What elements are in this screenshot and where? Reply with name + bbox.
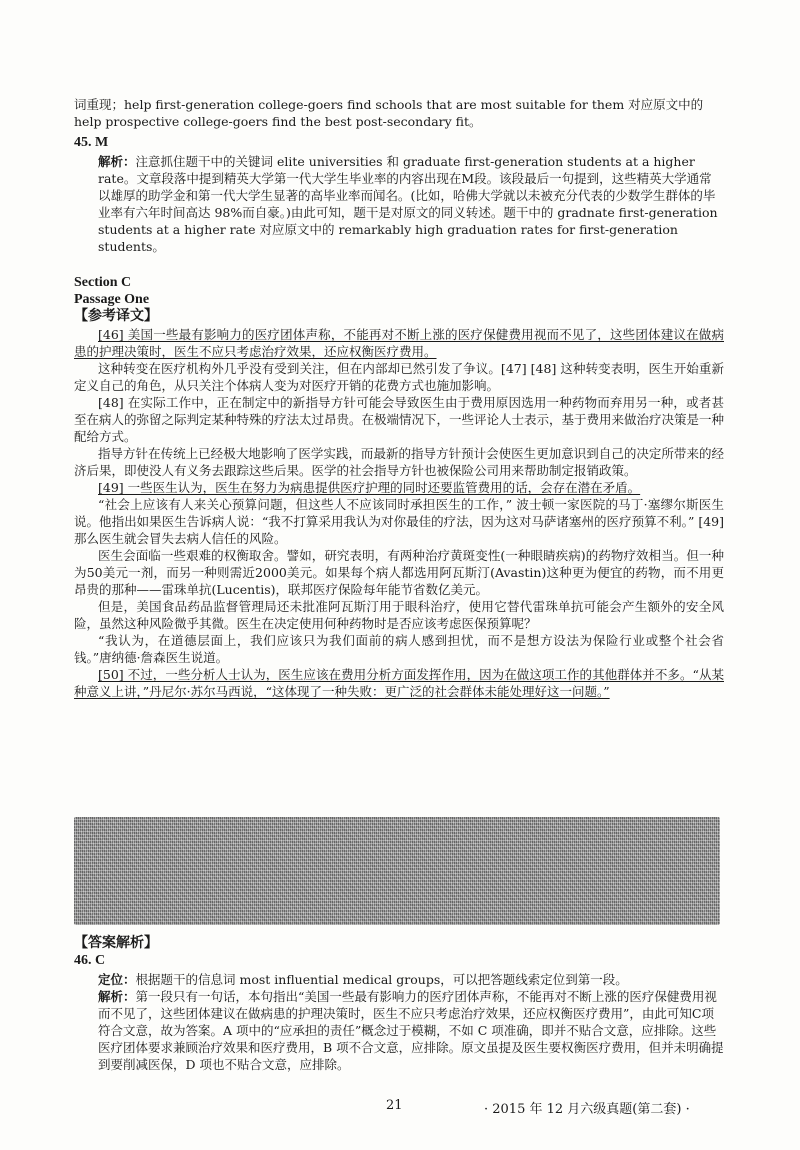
translation-paragraph: “我认为，在道德层面上，我们应该只为我们面前的病人感到担忧，而不是想方设法为保险行业或整个社会省钱。”唐纳德·詹森医生说道。 [74, 633, 724, 665]
page-number: 21 [386, 1098, 403, 1113]
explanation-label: 解析： [98, 154, 136, 169]
position-text: 根据题干的信息词 most influential medical groups，可以把答题线索定位到第一段。 [135, 972, 628, 987]
question-46-explanation [98, 971, 724, 1073]
scan-noise-block [74, 817, 720, 925]
translation-paragraph: 指导方针在传统上已经极大地影响了医学实践，而最新的指导方针预计会使医生更加意识到自己的决定所带来的经济后果，即使没人有义务去跟踪这些后果。医学的社会指导方针也被保险公司用来帮助制定报销政策。 [74, 446, 724, 478]
translation-paragraph: [46] 美国一些最有影响力的医疗团体声称，不能再对不断上涨的医疗保健费用视而不见了，这些团体建议在做病患的护理决策时，医生不应只考虑治疗效果，还应权衡医疗费用。 [74, 327, 724, 359]
question-45-number: 45. M [74, 135, 109, 150]
answer-heading: 【答案解析】 [74, 936, 158, 951]
translation-paragraph: 医生会面临一些艰难的权衡取舍。譬如，研究表明，有两种治疗黄斑变性(一种眼睛疾病)的药物疗效相当。但一种为50美元一剂，而另一种则需近2000美元。如果每个病人都选用阿瓦斯汀(Avastin)这种更为便宜的药物，而不用更昂贵的那种——雷珠单抗(Lucentis)，联邦医疗保险每年能节省数亿美元。 [74, 548, 724, 597]
section-title: Section C [74, 275, 132, 290]
translation-body [74, 326, 724, 700]
question-45-explanation [98, 153, 724, 255]
passage-title: Passage One [74, 292, 150, 307]
analysis-text: 第一段只有一句话，本句指出“美国一些最有影响力的医疗团体声称，不能再对不断上涨的医疗保健费用视而不见了，这些团体建议在做病患的护理决策时，医生不应只考虑治疗效果，还应权衡医疗费用”，由此可知C项符合文意，故为答案。A 项中的“应承担的责任”概念过于模糊，不如 C 项准确，即并不贴合文意，应排除。这些医疗团体要求兼顾治疗效果和医疗费用，B 项不合文意，应排除。原文虽提及医生要权衡医疗费用，但并未明确提到要削减医保，D 项也不贴合文意，应排除。 [98, 989, 724, 1072]
translation-paragraph: [50] 不过，一些分析人士认为，医生应该在费用分析方面发挥作用，因为在做这项工作的其他群体并不多。“从某种意义上讲，”丹尼尔·苏尔马西说，“这体现了一种失败：更广泛的社会群体未能处理好这一问题。” [74, 667, 724, 699]
position-label: 定位： [98, 972, 136, 987]
carryover-text: 词重现；help first-generation college-goers find schools that are most suitable for them 对应原文中的 help prospective college-goers find the best post-secondary fit。 [74, 97, 704, 129]
source-label: · 2015 年 12 月六级真题(第二套) · [484, 1102, 690, 1117]
translation-paragraph: “社会上应该有人来关心预算问题，但这些人不应该同时承担医生的工作，” 波士顿一家医院的马丁·塞缪尔斯医生说。他指出如果医生告诉病人说：“我不打算采用我认为对你最佳的疗法，因为这对马萨诸塞州的医疗预算不利。” [49] 那么医生就会冒失去病人信任的风险。 [74, 497, 724, 546]
translation-paragraph: [48] 在实际工作中，正在制定中的新指导方针可能会导致医生由于费用原因选用一种药物而弃用另一种，或者甚至在病人的弥留之际判定某种特殊的疗法太过昂贵。在极端情况下，一些评论人士表示，基于费用来做治疗决策是一种配给方式。 [74, 395, 725, 444]
question-45 [74, 134, 724, 151]
analysis-label: 解析： [98, 989, 136, 1004]
translation-paragraph: 这种转变在医疗机构外几乎没有受到关注，但在内部却已然引发了争议。[47] [48] 这种转变表明，医生开始重新定义自己的角色，从只关注个体病人变为对医疗开销的花费方式也施加影响。 [74, 361, 724, 393]
translation-paragraph: [49] 一些医生认为，医生在努力为病患提供医疗护理的同时还要监管费用的话，会存在潜在矛盾。 [98, 480, 641, 495]
explanation-text: 注意抓住题干中的关键词 elite universities 和 graduate first-generation students at a higher rate。文章段落中提到精英大学第一代大学生毕业率的内容出现在M段。该段最后一句提到，这些精英大学通常以雄厚的助学金和第一代大学生显著的高毕业率而闻名。(比如，哈佛大学就以未被充分代表的少数学生群体的毕业率有六年时间高达 98%而自豪。)由此可知，题干是对原文的同义转述。题干中的 gradnate first-generation students at a higher rate 对应原文中的 remarkably high graduation rates for first-generation students。 [98, 154, 718, 254]
answer-analysis [74, 935, 724, 969]
section-header [74, 274, 724, 325]
translation-heading: 【参考译文】 [74, 309, 158, 324]
question-46-number: 46. C [74, 953, 106, 968]
translation-paragraph: 但是，美国食品药品监督管理局还未批准阿瓦斯汀用于眼科治疗，使用它替代雷珠单抗可能会产生额外的安全风险，虽然这种风险微乎其微。医生在决定使用何种药物时是否应该考虑医保预算呢？ [74, 599, 724, 631]
